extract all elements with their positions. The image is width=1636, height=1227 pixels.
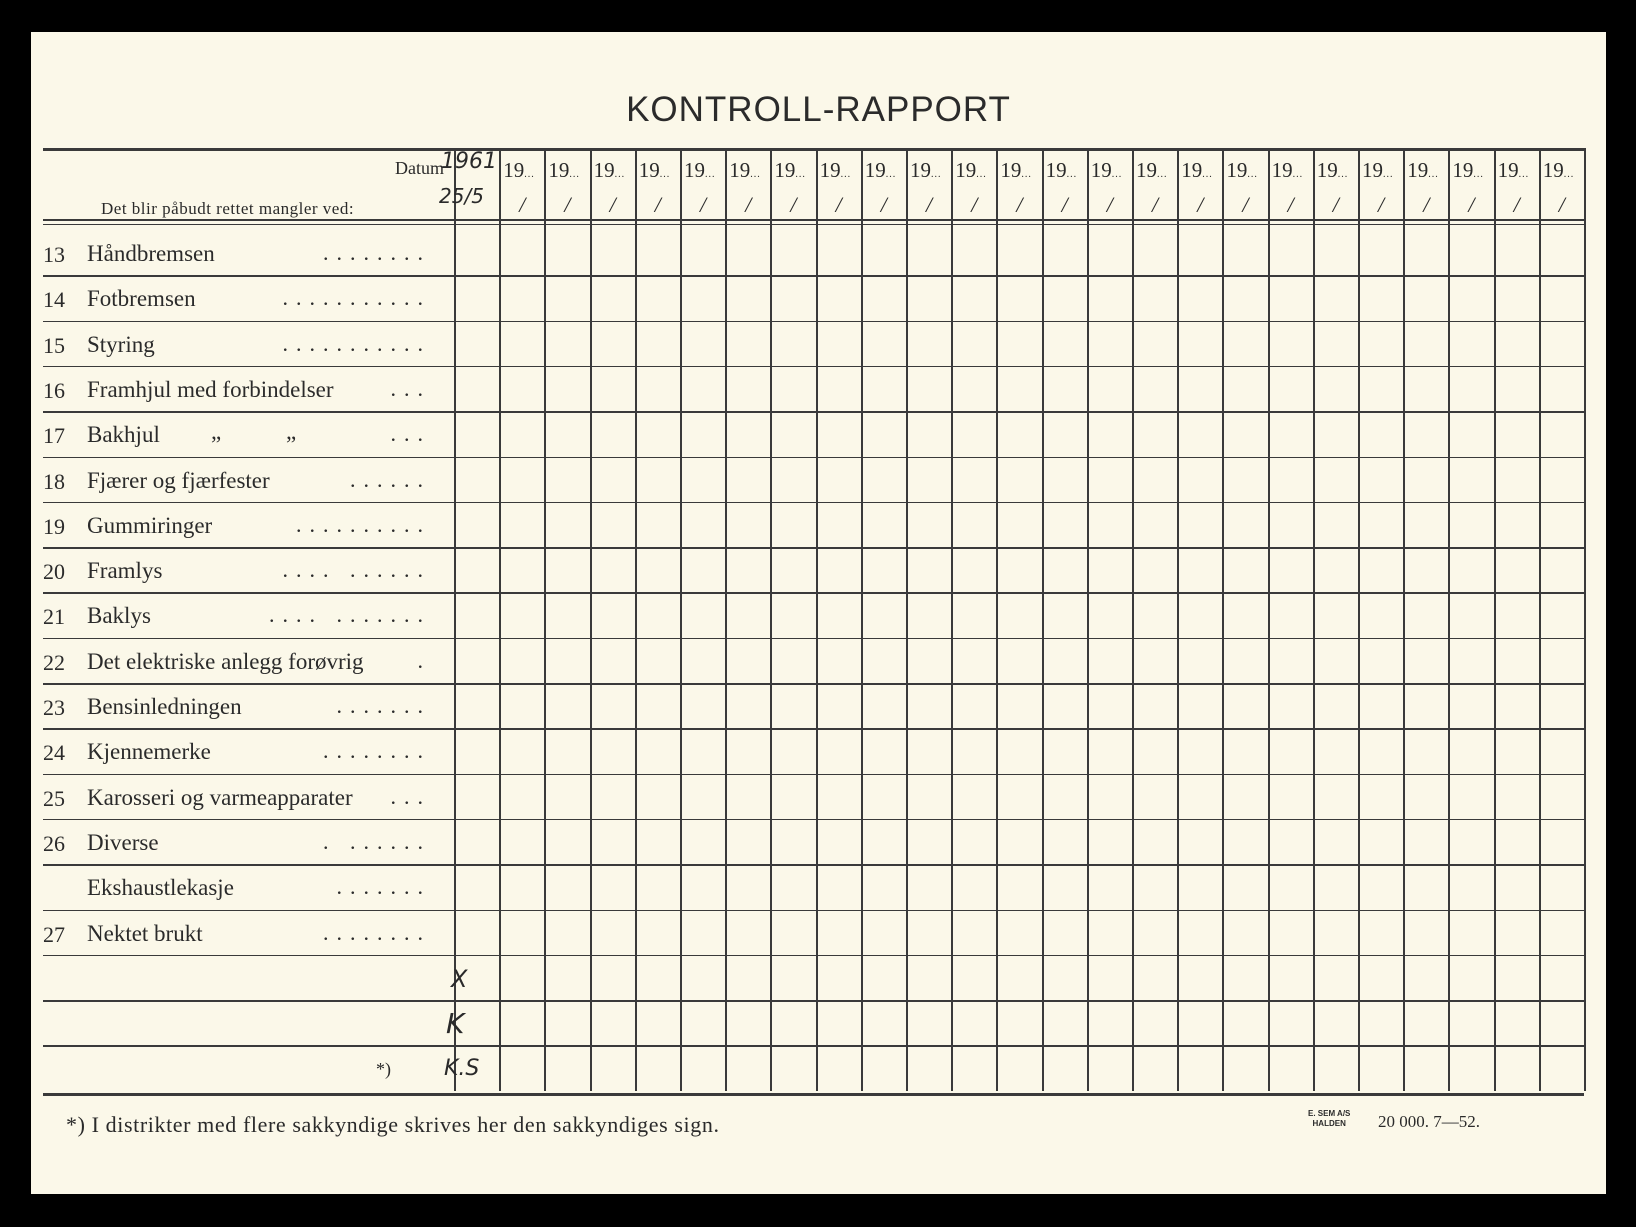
column-rule [1448, 148, 1450, 1091]
leader-dots: .......... [296, 511, 431, 537]
date-slash: / [1061, 192, 1068, 217]
leader-dots: .... ....... [269, 602, 431, 628]
item-number: 16 [43, 377, 65, 403]
column-rule [725, 148, 727, 1091]
handwritten-mark-k: K [446, 1007, 465, 1040]
year-header [955, 158, 987, 183]
year-header [1543, 158, 1575, 183]
date-slash: / [564, 192, 571, 217]
year-blank: ... [1066, 169, 1078, 180]
row-rule [43, 547, 1584, 549]
row-rule [43, 910, 1584, 912]
year-prefix: 19 [593, 158, 615, 182]
row-rule [43, 321, 1584, 323]
header-rule-1 [43, 219, 1584, 221]
year-prefix: 19 [1136, 158, 1157, 182]
column-rule [1087, 148, 1089, 1091]
date-slash: / [745, 192, 752, 217]
year-prefix: 19 [638, 158, 660, 182]
year-blank: ... [1337, 169, 1349, 180]
item-label: Karosseri og varmeapparater [87, 784, 353, 810]
row-rule [43, 411, 1584, 413]
date-slash: / [835, 192, 842, 217]
year-header [1317, 158, 1349, 183]
item-number: 18 [43, 468, 65, 494]
year-header [1046, 158, 1078, 183]
report-card [31, 32, 1606, 1194]
year-prefix: 19 [1542, 158, 1564, 182]
column-rule [816, 148, 818, 1091]
column-rule [996, 148, 998, 1091]
print-info: 20 000. 7—52. [1378, 1112, 1480, 1131]
top-rule [43, 148, 1584, 151]
year-prefix: 19 [1316, 158, 1338, 182]
item-label: Fotbremsen [87, 286, 196, 312]
page-title: KONTROLL-RAPPORT [626, 90, 1011, 129]
year-header [729, 158, 761, 183]
item-number: 20 [43, 559, 65, 585]
item-label: Gummiringer [87, 512, 213, 538]
year-prefix: 19 [1090, 158, 1112, 182]
item-label: Diverse [87, 829, 159, 855]
year-header [594, 158, 626, 183]
printer-city: HALDEN [1312, 1119, 1346, 1128]
year-header [503, 158, 535, 183]
year-header [1181, 158, 1213, 183]
year-blank: ... [1111, 169, 1123, 180]
item-number: 14 [43, 287, 65, 313]
row-rule [43, 728, 1584, 730]
column-rule [1222, 148, 1224, 1091]
year-prefix: 19 [729, 158, 751, 182]
row-rule [43, 864, 1584, 866]
leader-dots: ...... [350, 466, 431, 492]
item-label: Baklys [87, 603, 151, 629]
column-rule [1042, 148, 1044, 1091]
year-prefix: 19 [1362, 158, 1383, 182]
year-prefix: 19 [1226, 158, 1248, 182]
year-header [1091, 158, 1123, 183]
header-rule-2 [43, 224, 1584, 225]
row-rule [43, 1045, 1584, 1047]
row-rule [43, 1000, 1584, 1002]
year-prefix: 19 [910, 158, 931, 182]
item-label: Det elektriske anlegg forøvrig [87, 648, 364, 674]
year-header [1407, 158, 1439, 183]
datum-label: Datum [395, 158, 444, 178]
year-prefix: 19 [1000, 158, 1022, 182]
year-header [1498, 158, 1530, 183]
year-header [639, 158, 671, 183]
item-label: Fjærer og fjærfester [87, 467, 270, 493]
column-rule [1584, 148, 1586, 1091]
leader-dots: ... [390, 375, 431, 401]
item-number: 22 [43, 649, 65, 675]
year-blank: ... [569, 169, 580, 180]
column-rule [499, 148, 501, 1091]
year-header [1272, 158, 1304, 183]
column-rule [1313, 148, 1315, 1091]
column-rule [454, 148, 456, 1091]
year-blank: ... [705, 169, 716, 180]
row-rule [43, 774, 1584, 776]
year-prefix: 19 [774, 158, 796, 182]
leader-dots: ........... [282, 285, 431, 311]
column-rule [770, 148, 772, 1091]
item-label: Framhjul med forbindelser [87, 376, 334, 402]
item-label: Styring [87, 331, 155, 357]
year-prefix: 19 [1181, 158, 1203, 182]
handwritten-mark-x: X [451, 965, 468, 993]
year-blank: ... [795, 169, 806, 180]
year-header [865, 158, 897, 183]
year-header [1362, 158, 1394, 183]
date-slash: / [1332, 192, 1339, 217]
handwritten-signature: K.S [444, 1056, 480, 1081]
column-rule [1132, 148, 1134, 1091]
year-blank: ... [1473, 169, 1484, 180]
item-number: 19 [43, 513, 65, 539]
date-slash: / [609, 192, 616, 217]
column-rule [861, 148, 863, 1091]
date-slash: / [880, 192, 887, 217]
date-slash: / [1152, 192, 1159, 217]
item-number: 27 [43, 921, 65, 947]
row-rule [43, 683, 1584, 685]
year-blank: ... [1383, 169, 1394, 180]
date-slash: / [1242, 192, 1249, 217]
item-label: Bensinledningen [87, 694, 242, 719]
year-prefix: 19 [684, 158, 705, 182]
year-blank: ... [1292, 169, 1304, 180]
year-header [1000, 158, 1032, 183]
leader-dots: .... ...... [282, 557, 431, 583]
item-label: Kjennemerke [87, 739, 211, 765]
handwritten-date: 25/5 [439, 184, 484, 208]
item-label: Håndbremsen [87, 241, 215, 266]
column-rule [680, 148, 682, 1091]
printer-name: E. SEM A/S [1308, 1109, 1351, 1118]
date-slash: / [519, 192, 526, 217]
item-number: 24 [43, 740, 65, 766]
item-number: 23 [43, 695, 65, 720]
leader-dots: . ...... [323, 828, 431, 854]
instruction-label: Det blir påbudt rettet mangler ved: [101, 199, 355, 218]
column-rule [906, 148, 908, 1091]
year-blank: ... [614, 169, 626, 180]
date-slash: / [1558, 192, 1565, 217]
year-header [1226, 158, 1258, 183]
column-rule [1539, 148, 1541, 1091]
bottom-rule [43, 1093, 1584, 1096]
column-rule [1403, 148, 1405, 1091]
year-blank: ... [659, 169, 671, 180]
column-rule [1177, 148, 1179, 1091]
date-slash: / [1378, 192, 1385, 217]
date-slash: / [700, 192, 707, 217]
year-prefix: 19 [548, 158, 570, 182]
year-prefix: 19 [1497, 158, 1519, 182]
column-rule [590, 148, 592, 1091]
row-rule [43, 502, 1584, 504]
year-prefix: 19 [503, 158, 525, 182]
column-rule [635, 148, 637, 1091]
signature-marker: *) [376, 1059, 391, 1080]
year-blank: ... [931, 169, 942, 180]
date-slash: / [1287, 192, 1294, 217]
leader-dots: ........ [323, 919, 431, 945]
date-slash: / [790, 192, 797, 217]
year-blank: ... [750, 169, 761, 180]
date-slash: / [1513, 192, 1520, 217]
year-blank: ... [1563, 169, 1575, 180]
row-rule [43, 366, 1584, 368]
year-header [820, 158, 852, 183]
item-number: 13 [43, 242, 65, 267]
year-header [774, 158, 806, 183]
leader-dots: ........ [323, 240, 431, 265]
row-rule [43, 819, 1584, 821]
item-label: Nektet brukt [87, 920, 203, 946]
item-label: Framlys [87, 558, 163, 584]
item-number: 26 [43, 830, 65, 856]
printer-stamp [1308, 1109, 1350, 1129]
leader-dots: ....... [336, 874, 431, 900]
year-blank: ... [524, 169, 535, 180]
ditto-mark: „ [211, 419, 222, 445]
leader-dots: ... [390, 421, 431, 447]
year-blank: ... [1247, 169, 1258, 180]
footnote: *) I distrikter med flere sakkyndige skrives her den sakkyndiges sign. [66, 1112, 720, 1137]
ditto-mark: „ [286, 419, 297, 445]
year-prefix: 19 [864, 158, 886, 182]
year-prefix: 19 [1271, 158, 1293, 182]
year-header [548, 158, 580, 183]
year-blank: ... [840, 169, 852, 180]
item-label: Ekshaustlekasje [87, 875, 234, 901]
year-prefix: 19 [1045, 158, 1067, 182]
year-header [1136, 158, 1168, 183]
year-header [910, 158, 942, 183]
date-slash: / [1106, 192, 1113, 217]
year-blank: ... [1518, 169, 1530, 180]
row-rule [43, 275, 1584, 277]
column-rule [544, 148, 546, 1091]
year-header [684, 158, 716, 183]
item-number: 25 [43, 785, 65, 811]
column-rule [1268, 148, 1270, 1091]
year-blank: ... [976, 169, 987, 180]
item-label: Bakhjul [87, 422, 160, 448]
column-rule [1494, 148, 1496, 1091]
date-slash: / [1016, 192, 1023, 217]
row-rule [43, 955, 1584, 957]
row-rule [43, 638, 1584, 640]
item-number: 21 [43, 604, 65, 630]
year-prefix: 19 [955, 158, 977, 182]
year-blank: ... [1021, 169, 1032, 180]
row-rule [43, 457, 1584, 459]
handwritten-year: 1961 [441, 149, 497, 174]
leader-dots: ........ [323, 738, 431, 764]
date-slash: / [654, 192, 661, 217]
year-blank: ... [1428, 169, 1439, 180]
year-header [1452, 158, 1484, 183]
year-blank: ... [1157, 169, 1168, 180]
date-slash: / [926, 192, 933, 217]
year-blank: ... [1202, 169, 1213, 180]
row-rule [43, 592, 1584, 594]
date-slash: / [971, 192, 978, 217]
date-slash: / [1197, 192, 1204, 217]
leader-dots: ... [390, 783, 431, 809]
leader-dots: ........... [282, 330, 431, 356]
year-blank: ... [885, 169, 897, 180]
column-rule [951, 148, 953, 1091]
leader-dots: ....... [336, 693, 431, 718]
column-rule [1358, 148, 1360, 1091]
item-number: 17 [43, 423, 65, 449]
year-prefix: 19 [1452, 158, 1474, 182]
item-number: 15 [43, 332, 65, 358]
date-slash: / [1468, 192, 1475, 217]
date-slash: / [1423, 192, 1430, 217]
leader-dots: . [417, 647, 431, 673]
year-prefix: 19 [819, 158, 841, 182]
year-prefix: 19 [1407, 158, 1429, 182]
